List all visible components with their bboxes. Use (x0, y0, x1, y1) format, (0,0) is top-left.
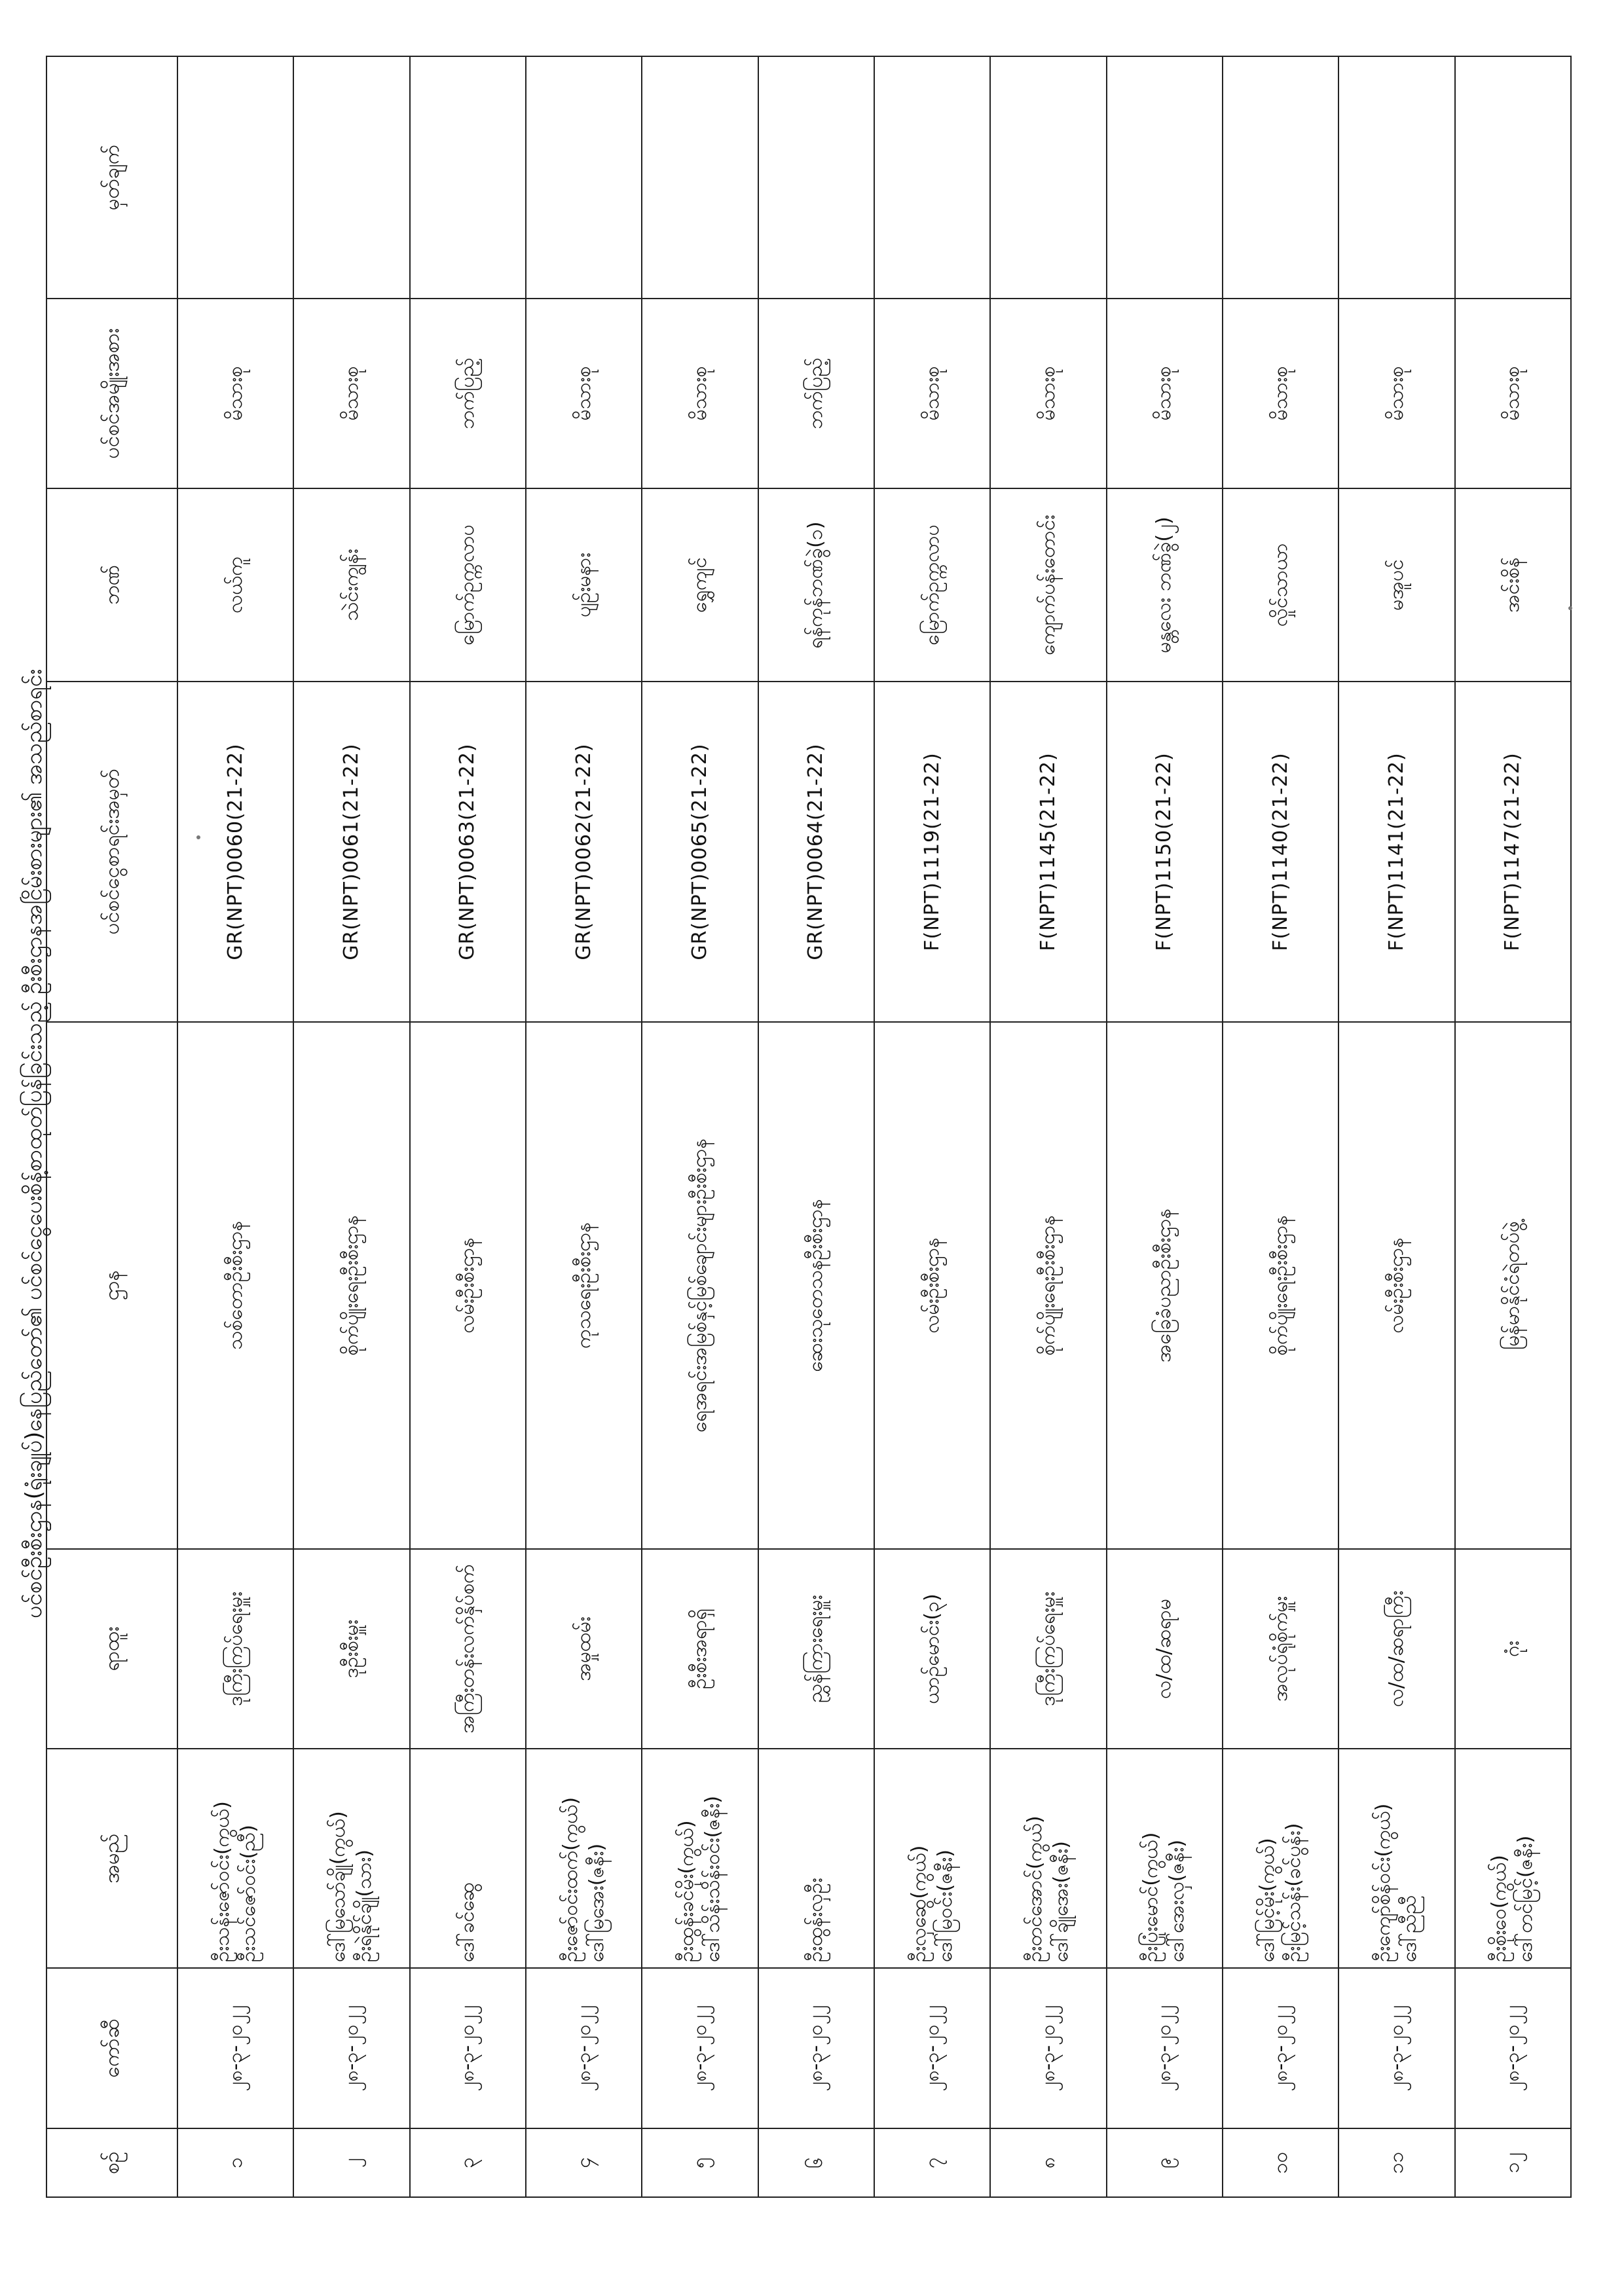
cell-permit-no: GR(NPT)0065(21-22) (642, 682, 758, 1022)
cell-remarks (526, 56, 642, 299)
table-row (177, 56, 293, 2197)
cell-remarks (293, 56, 409, 299)
name-line: ဒေါ်မြဝင်း(ဇနီး) (933, 1850, 957, 1962)
cell-name (758, 1749, 874, 1968)
header-remarks: မှတ်ချက် (46, 56, 177, 299)
cell-department: လမ်းဦးစီးဌာန (874, 1022, 990, 1549)
name-line: ဦးရဲနိုင်ချို(သား) (352, 1850, 376, 1962)
name-line: ဦးပြုံးမောင်(ကွယ်) (1139, 1832, 1163, 1962)
name-line: ဦးစိုးဝေ(ကွယ်) (1488, 1855, 1511, 1962)
cell-remarks (410, 56, 526, 299)
cell-pension-type: မိသားစု (293, 299, 409, 488)
cell-permit-no: F(NPT)1141(21-22) (1338, 682, 1454, 1022)
name-line: ဦးကျော်စိန်ဝင်း(ကွယ်) (1371, 1803, 1395, 1962)
cell-rank: ညွှန်ကြားရေးမှူး (758, 1549, 874, 1749)
cell-name (1223, 1749, 1338, 1968)
name-line: ဦးဇော်ဝင်းထက်(ကွယ်) (559, 1796, 582, 1962)
name-line: ဦးထွန်းလှဦး (804, 1878, 828, 1962)
cell-name (526, 1749, 642, 1968)
name-line: ဒေါ်ညီညီ (1397, 1895, 1421, 1962)
name-line: ဒေါ်ခင်ဆွေ (456, 1882, 479, 1962)
cell-remarks (642, 56, 758, 299)
cell-department: အခြေခံပညာဦးစီးဌာန (1107, 1022, 1223, 1549)
cell-date: ၂၈-၃-၂၀၂၂ (642, 1968, 758, 2128)
cell-date: ၂၈-၃-၂၀၂၂ (1455, 1968, 1571, 2128)
cell-permit-no: F(NPT)1150(21-22) (1107, 682, 1223, 1022)
cell-rank: ဦးစီးအရာရှိ (642, 1549, 758, 1749)
cell-office: မြောက်ဥက္ကလာပ (874, 488, 990, 682)
cell-office: ပျဉ်းမနား (526, 488, 642, 682)
cell-remarks (1223, 56, 1338, 299)
cell-office: မအူပင် (1338, 488, 1454, 682)
cell-name (177, 1749, 293, 1968)
name-line: ဒေါ်မြသော်ချို(ကွယ်) (326, 1811, 350, 1962)
cell-no: ၁၁ (1338, 2128, 1454, 2197)
table-row (410, 56, 526, 2197)
cell-date: ၂၈-၃-၂၀၂၂ (874, 1968, 990, 2128)
table-row (1455, 56, 1571, 2197)
cell-permit-no: F(NPT)1145(21-22) (990, 682, 1106, 1022)
table-row (1223, 56, 1338, 2197)
cell-permit-no: GR(NPT)0064(21-22) (758, 682, 874, 1022)
cell-rank: လ/ထ/ဆရာမ (1107, 1549, 1223, 1749)
cell-name (293, 1749, 409, 1968)
cell-no: ၂ (293, 2128, 409, 2197)
cell-remarks (758, 56, 874, 299)
name-line: ဒေါ်တင်မြင့်(ဇနီး) (1514, 1835, 1538, 1962)
header-pension-type: ပင်စင်အမျိုးအစား (46, 299, 177, 488)
header-department: ဌာန (46, 1022, 177, 1549)
cell-office: လယ်ကူ (177, 488, 293, 682)
name-line: ဦးသန်းဇော်ဝင်း(ကွယ်) (210, 1801, 234, 1962)
cell-pension-type: မိသားစု (1223, 299, 1338, 488)
cell-name (874, 1749, 990, 1968)
scan-dot (1568, 606, 1572, 610)
cell-name (642, 1749, 758, 1968)
table-row (642, 56, 758, 2197)
cell-office: ရန်ကုန်ဘဏ်ခွဲ(၁) (758, 488, 874, 682)
cell-office: ရွှေကျင် (642, 488, 758, 682)
name-line: ဦးမြင့်သန်း(ခင်ပွန်း) (1282, 1823, 1305, 1962)
cell-department: သစ်တောဦးစီးဌာန (177, 1022, 293, 1549)
cell-pension-type: မိသားစု (526, 299, 642, 488)
cell-remarks (990, 56, 1106, 299)
cell-date: ၂၈-၃-၂၀၂၂ (1107, 1968, 1223, 2128)
cell-rank: ဂုံး (1455, 1549, 1571, 1749)
document-title: ပင်စင်ဦးစီးဌာန(ရုံးချုပ်)နေပြည်တော်၏ ပင်စင်ငွေပေးစိန့်စာထုတ်ပြန်ခြင်းသည့် ဦးစီးဌာနအငြိမ်းစားများ၏ အသည်စာရင်း (21, 668, 47, 1619)
cell-pension-type: မိသားစု (1107, 299, 1223, 488)
name-line: ဒေါ်အေးလှ(ဇနီး) (1166, 1839, 1189, 1962)
cell-office: မြောက်ဥက္ကလာပ (410, 488, 526, 682)
cell-permit-no: GR(NPT)0063(21-22) (410, 682, 526, 1022)
cell-permit-no: F(NPT)1147(21-22) (1455, 682, 1571, 1022)
cell-remarks (177, 56, 293, 299)
pension-table (46, 56, 1572, 2198)
cell-no: ၁၂ (1455, 2128, 1571, 2197)
cell-no: ၅ (642, 2128, 758, 2197)
cell-office: ကျောက်ပန်းတောင်း (990, 488, 1106, 682)
cell-date: ၂၈-၃-၂၀၂၂ (758, 1968, 874, 2128)
cell-office: မန္တလေး ဘဏ်ခွဲ(၂) (1107, 488, 1223, 682)
cell-department: စိုက်ပျိုးရေးဦးစီးဌာန (293, 1022, 409, 1549)
cell-remarks (874, 56, 990, 299)
cell-rank: အလုပ်ရုံစိုက်မှူး (1223, 1549, 1338, 1749)
cell-pension-type: မိသားစု (642, 299, 758, 488)
cell-permit-no: GR(NPT)0061(21-22) (293, 682, 409, 1022)
table-row (293, 56, 409, 2197)
cell-no: ၈ (990, 2128, 1106, 2197)
cell-rank: အကြီးတန်းလက်နှိပ်စက် (410, 1549, 526, 1749)
cell-office: လှိုင်သာယာ (1223, 488, 1338, 682)
cell-name (1107, 1749, 1223, 1968)
cell-rank: ယာဉ်မောင်း(၃) (874, 1549, 990, 1749)
cell-permit-no: F(NPT)1119(21-22) (874, 682, 990, 1022)
name-line: ဒေါ်မြင့်မိုး(ကွယ်) (1255, 1838, 1279, 1962)
cell-no: ၇ (874, 2128, 990, 2197)
cell-date: ၂၈-၃-၂၀၂၂ (293, 1968, 409, 2128)
cell-office: သဲင်းကျွန်း (293, 488, 409, 682)
name-line: ဦးထွန်းခင်မိုး(ကွယ်) (674, 1820, 698, 1962)
cell-pension-type: မိသားစု (177, 299, 293, 488)
cell-rank: ဒုကြီးကြပ်ရေးမှူး (177, 1549, 293, 1749)
header-permit-no: ပင်စင်ငွေစာရင်းအမှတ် (46, 682, 177, 1022)
name-line: ဒေါ်မြအေး(ဇနီး) (585, 1843, 608, 1962)
name-line: ဦးတင်အောင်(ကွယ်) (1023, 1815, 1046, 1962)
cell-remarks (1455, 56, 1571, 299)
cell-pension-type: မိသားစု (1338, 299, 1454, 488)
cell-name (990, 1749, 1106, 1968)
table-row (526, 56, 642, 2197)
cell-department: ဆေးသုတေသနဦးစီးဌာန (758, 1022, 874, 1549)
cell-date: ၂၈-၃-၂၀၂၂ (526, 1968, 642, 2128)
name-line: ဒေါ်သိန်းသိန်းဝင်း(ဇနီး) (701, 1795, 724, 1962)
cell-pension-type: မိသားစု (990, 299, 1106, 488)
header-office: ဘဏ် (46, 488, 177, 682)
cell-no: ၃ (410, 2128, 526, 2197)
cell-remarks (1338, 56, 1454, 299)
name-line: ဦးသင်ဇော်ဝင်း(ညီ) (236, 1825, 260, 1962)
cell-no: ၁၀ (1223, 2128, 1338, 2197)
table-header-row (46, 56, 177, 2197)
scan-dot (196, 835, 200, 839)
table-body (177, 56, 1571, 2197)
cell-permit-no: GR(NPT)0062(21-22) (526, 682, 642, 1022)
cell-department: လမ်းဦးစီးဌာန (1338, 1022, 1454, 1549)
cell-permit-no: F(NPT)1140(21-22) (1223, 682, 1338, 1022)
cell-department: စိုက်ပျိုးရေးဦးစီးဌာန (990, 1022, 1106, 1549)
cell-date: ၂၈-၃-၂၀၂၂ (410, 1968, 526, 2128)
table-row (1338, 56, 1454, 2197)
cell-pension-type: မိသားစု (1455, 299, 1571, 488)
cell-department: စိုက်ပျိုးရေးဦးစီးဌာန (1223, 1022, 1338, 1549)
cell-department: လမ်းဦးစီးဌာန (410, 1022, 526, 1549)
cell-date: ၂၈-၃-၂၀၂၂ (177, 1968, 293, 2128)
cell-date: ၂၈-၃-၂၀၂၂ (1223, 1968, 1338, 2128)
cell-department: ရေအရင်းအမြစ်နှင့်မြစ်ချောင်းများဦးစီးဌာန (642, 1022, 758, 1549)
header-name: အမည် (46, 1749, 177, 1968)
cell-office: အင်းစိန် (1455, 488, 1571, 682)
cell-rank: ဒုဦးစီးမှူး (293, 1549, 409, 1749)
cell-no: ၄ (526, 2128, 642, 2197)
cell-department: ကုသရေးဦးစီးဌာန (526, 1022, 642, 1549)
table-row (874, 56, 990, 2197)
cell-remarks (1107, 56, 1223, 299)
cell-name (1338, 1749, 1454, 1968)
cell-name (410, 1749, 526, 1968)
table-row (1107, 56, 1223, 2197)
cell-no: ၉ (1107, 2128, 1223, 2197)
cell-no: ၆ (758, 2128, 874, 2197)
cell-rank: လ/ထ/ဆရာကြီး (1338, 1549, 1454, 1749)
table-row (758, 56, 874, 2197)
cell-pension-type: မိသားစု (874, 299, 990, 488)
cell-no: ၁ (177, 2128, 293, 2197)
cell-rank: အမှုထမ်း (526, 1549, 642, 1749)
header-rank: ရာထူး (46, 1549, 177, 1749)
cell-permit-no: GR(NPT)0060(21-22) (177, 682, 293, 1022)
name-line: ဒေါ်ချိုအေး(ဇနီး) (1049, 1841, 1073, 1962)
header-no: စဉ် (46, 2128, 177, 2197)
cell-date: ၂၈-၃-၂၀၂၂ (1338, 1968, 1454, 2128)
table-row (990, 56, 1106, 2197)
cell-pension-type: ဘက်ပြည့် (758, 299, 874, 488)
cell-date: ၂၈-၃-၂၀၂၂ (990, 1968, 1106, 2128)
cell-department: မြန်မာနိုင်ငံရဲတပ်ဖွဲ့ (1455, 1022, 1571, 1549)
cell-pension-type: ဘက်ပြည့် (410, 299, 526, 488)
cell-rank: ဒုကြီးကြပ်ရေးမှူး (990, 1549, 1106, 1749)
header-date: ကော်ဆီ (46, 1968, 177, 2128)
cell-name (1455, 1749, 1571, 1968)
name-line: ဦးလှဆွေ(ကွယ်) (907, 1845, 931, 1962)
